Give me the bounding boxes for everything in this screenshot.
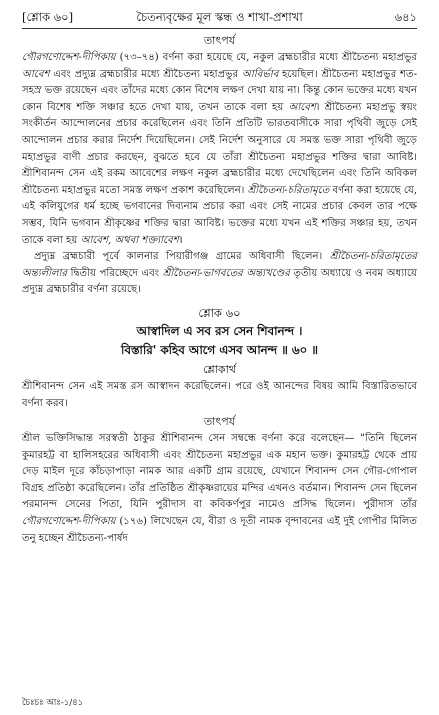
italic-term: শ্রীচৈতন্য-চরিতামৃতে — [247, 184, 330, 196]
italic-term: আবেশ — [22, 68, 50, 80]
text-run: । শ্রীচৈতন্য মহাপ্রভু স্বয়ং সংকীর্তন আন্দোলনের প্রচার করেছিলেন এবং তিনি প্রতিটি ভারতবাসীকে সারা পৃথিবী জুড়ে সেই আন্দোলন প্রচার করার নির্দেশ দিয়েছিলেন। সেই নির্দেশ অনুসারে যে সমস্ত ভক্ত সারা পৃথিবী জুড়ে মহাপ্রভুর বাণী প্রচার করছেন, বুঝতে হবে যে তাঁরা শ্রীচৈতন্য মহাপ্রভুর শক্তির দ্বারা আবিষ্ট। শ্রীশিবানন্দ সেন এই রকম আবেশের লক্ষণ নকুল ব্রহ্মচারীর মধ্যে দেখেছিলেন এবং তিনি অবিকল শ্রীচৈতন্য মহাপ্রভুর মতো সমস্ত লক্ষণ প্রকাশ করেছিলেন। — [22, 101, 417, 196]
verse-line-1: আস্বাদিল এ সব রস সেন শিবানন্দ । — [136, 323, 303, 338]
purport-heading-1: তাৎপর্য — [203, 34, 236, 47]
text-run: দ্বিতীয় পরিচ্ছেদে এবং — [67, 267, 163, 279]
text-run: হয়েছিল। শ্রীচৈতন্য মহাপ্রভুর শত-সহস্র ভক্ত রয়েছেন এবং তাঁদের মধ্যে কোন বিশেষ লক্ষণ দেখা যায় না। কিন্তু কোন ভক্তের মধ্যে যখন কোন বিশেষ শক্তি সঞ্চার হতে দেখা যায়, তখন তাকে বলা হয় — [22, 68, 417, 113]
italic-term: আবেশ, অথবা শক্ত্যাবেশ — [80, 234, 179, 246]
footer-signature: চৈঃচঃ আঃ-১/৪১ — [22, 698, 84, 708]
purport2-paragraph-1 — [22, 431, 417, 547]
italic-term: শ্রীচৈতন্য-ভাগবতের অন্ত্যখণ্ডের — [162, 267, 290, 279]
text-run: শ্রীল ভক্তিসিদ্ধান্ত সরস্বতী ঠাকুর শ্রীশিবানন্দ সেন সম্বন্ধে বর্ণনা করে বলেছেন— "তিনি ছিলেন কুমারহট্ট বা হালিসহরের অধিবাসী এবং শ্রীচৈতন্য মহাপ্রভুর এক মহান ভক্ত। কুমারহট্ট থেকে প্রায় দেড় মাইল দূরে কাঁচড়াপাড়া নামক আর একটি গ্রাম রয়েছে, যেখানে শিবানন্দ সেন গৌর-গোপাল বিগ্রহ প্রতিষ্ঠা করেছিলেন। তাঁর প্রতিষ্ঠিত শ্রীকৃষ্ণরায়ের মন্দির এখনও বর্তমান। শিবানন্দ সেন ছিলেন পরমানন্দ সেনের পিতা, যিনি পুরীদাস বা কবিকর্ণপুর নামেও প্রসিদ্ধ ছিলেন। পুরীদাস তাঁর — [22, 433, 417, 511]
text-run: । — [178, 234, 183, 246]
translation-heading: শ্লোকার্থ — [203, 362, 236, 376]
italic-term: শ্রীচৈতন্য-চরিতামৃতের অন্ত্যলীলার — [22, 251, 417, 279]
page-body — [22, 31, 417, 547]
page-number: ৬৪১ — [394, 10, 417, 24]
header-verse-ref: [শ্লোক ৬০] — [22, 10, 74, 24]
text-run: (৭৩–৭৪) বর্ণনা করা হয়েছে যে, নকুল ব্রহ্মচারীর মধ্যে শ্রীচৈতন্য মহাপ্রভুর — [115, 52, 417, 63]
purport1-paragraph-2 — [22, 249, 417, 299]
header-title: চৈতন্যবৃক্ষের মূল স্কন্ধ ও শাখা-প্রশাখা — [136, 10, 303, 24]
italic-term: গৌরগণোদ্দেশ-দীপিকায় — [22, 52, 116, 63]
running-header — [22, 6, 417, 29]
text-run: (১৭৬) লিখেছেন যে, বীরা ও দূতী নামক বৃন্দাবনের এই দুই গোপীর মিলিত তনু হচ্ছেন শ্রীচৈতন্য-পার্ষদ — [22, 516, 417, 544]
italic-term: আবির্ভাব — [241, 68, 279, 80]
text-run: তৃতীয় অধ্যায়ে ও নবম অধ্যায়ে প্রদ্যুম্ন ব্রহ্মচারীর বর্ণনা রয়েছে। — [22, 267, 417, 296]
italic-term: আবেশ — [288, 101, 316, 113]
text-run: এবং প্রদ্যুম্ন ব্রহ্মচারীর মধ্যে শ্রীচৈতন্য মহাপ্রভুর — [49, 68, 242, 80]
verse-number: শ্লোক ৬০ — [198, 305, 241, 320]
purport-heading-2: তাৎপর্য — [203, 415, 236, 429]
text-run: প্রদ্যুম্ন ব্রহ্মচারী পূর্বে কালনার পিয়ারীগঞ্জ গ্রামের অধিবাসী ছিলেন। — [34, 251, 330, 263]
purport1-paragraph-1 — [22, 50, 417, 249]
text-run: বর্ণনা করা হয়েছে যে, এই কলিযুগের ধর্ম হচ্ছে ভগবানের দিব্যনাম প্রচার করা এবং সেই নামের প্রচার কেবল তার পক্ষে সম্ভব, যিনি ভগবান শ্রীকৃষ্ণের শক্তির দ্বারা আবিষ্ট। ভক্তের মধ্যে যখন এই শক্তির সঞ্চার হয়, তখন তাকে বলা হয় — [22, 184, 417, 246]
verse-line-2: বিস্তারি' কহিব আগে এসব আনন্দ ॥ ৬০ ॥ — [121, 342, 318, 357]
italic-term: গৌরগণোদ্দেশ-দীপিকায় — [22, 516, 116, 528]
translation-text: শ্রীশিবানন্দ সেন এই সমস্ত রস আস্বাদন করেছিলেন। পরে ওই আনন্দের বিষয় আমি বিস্তারিতভাবে বর্ণনা করব। — [22, 380, 417, 409]
